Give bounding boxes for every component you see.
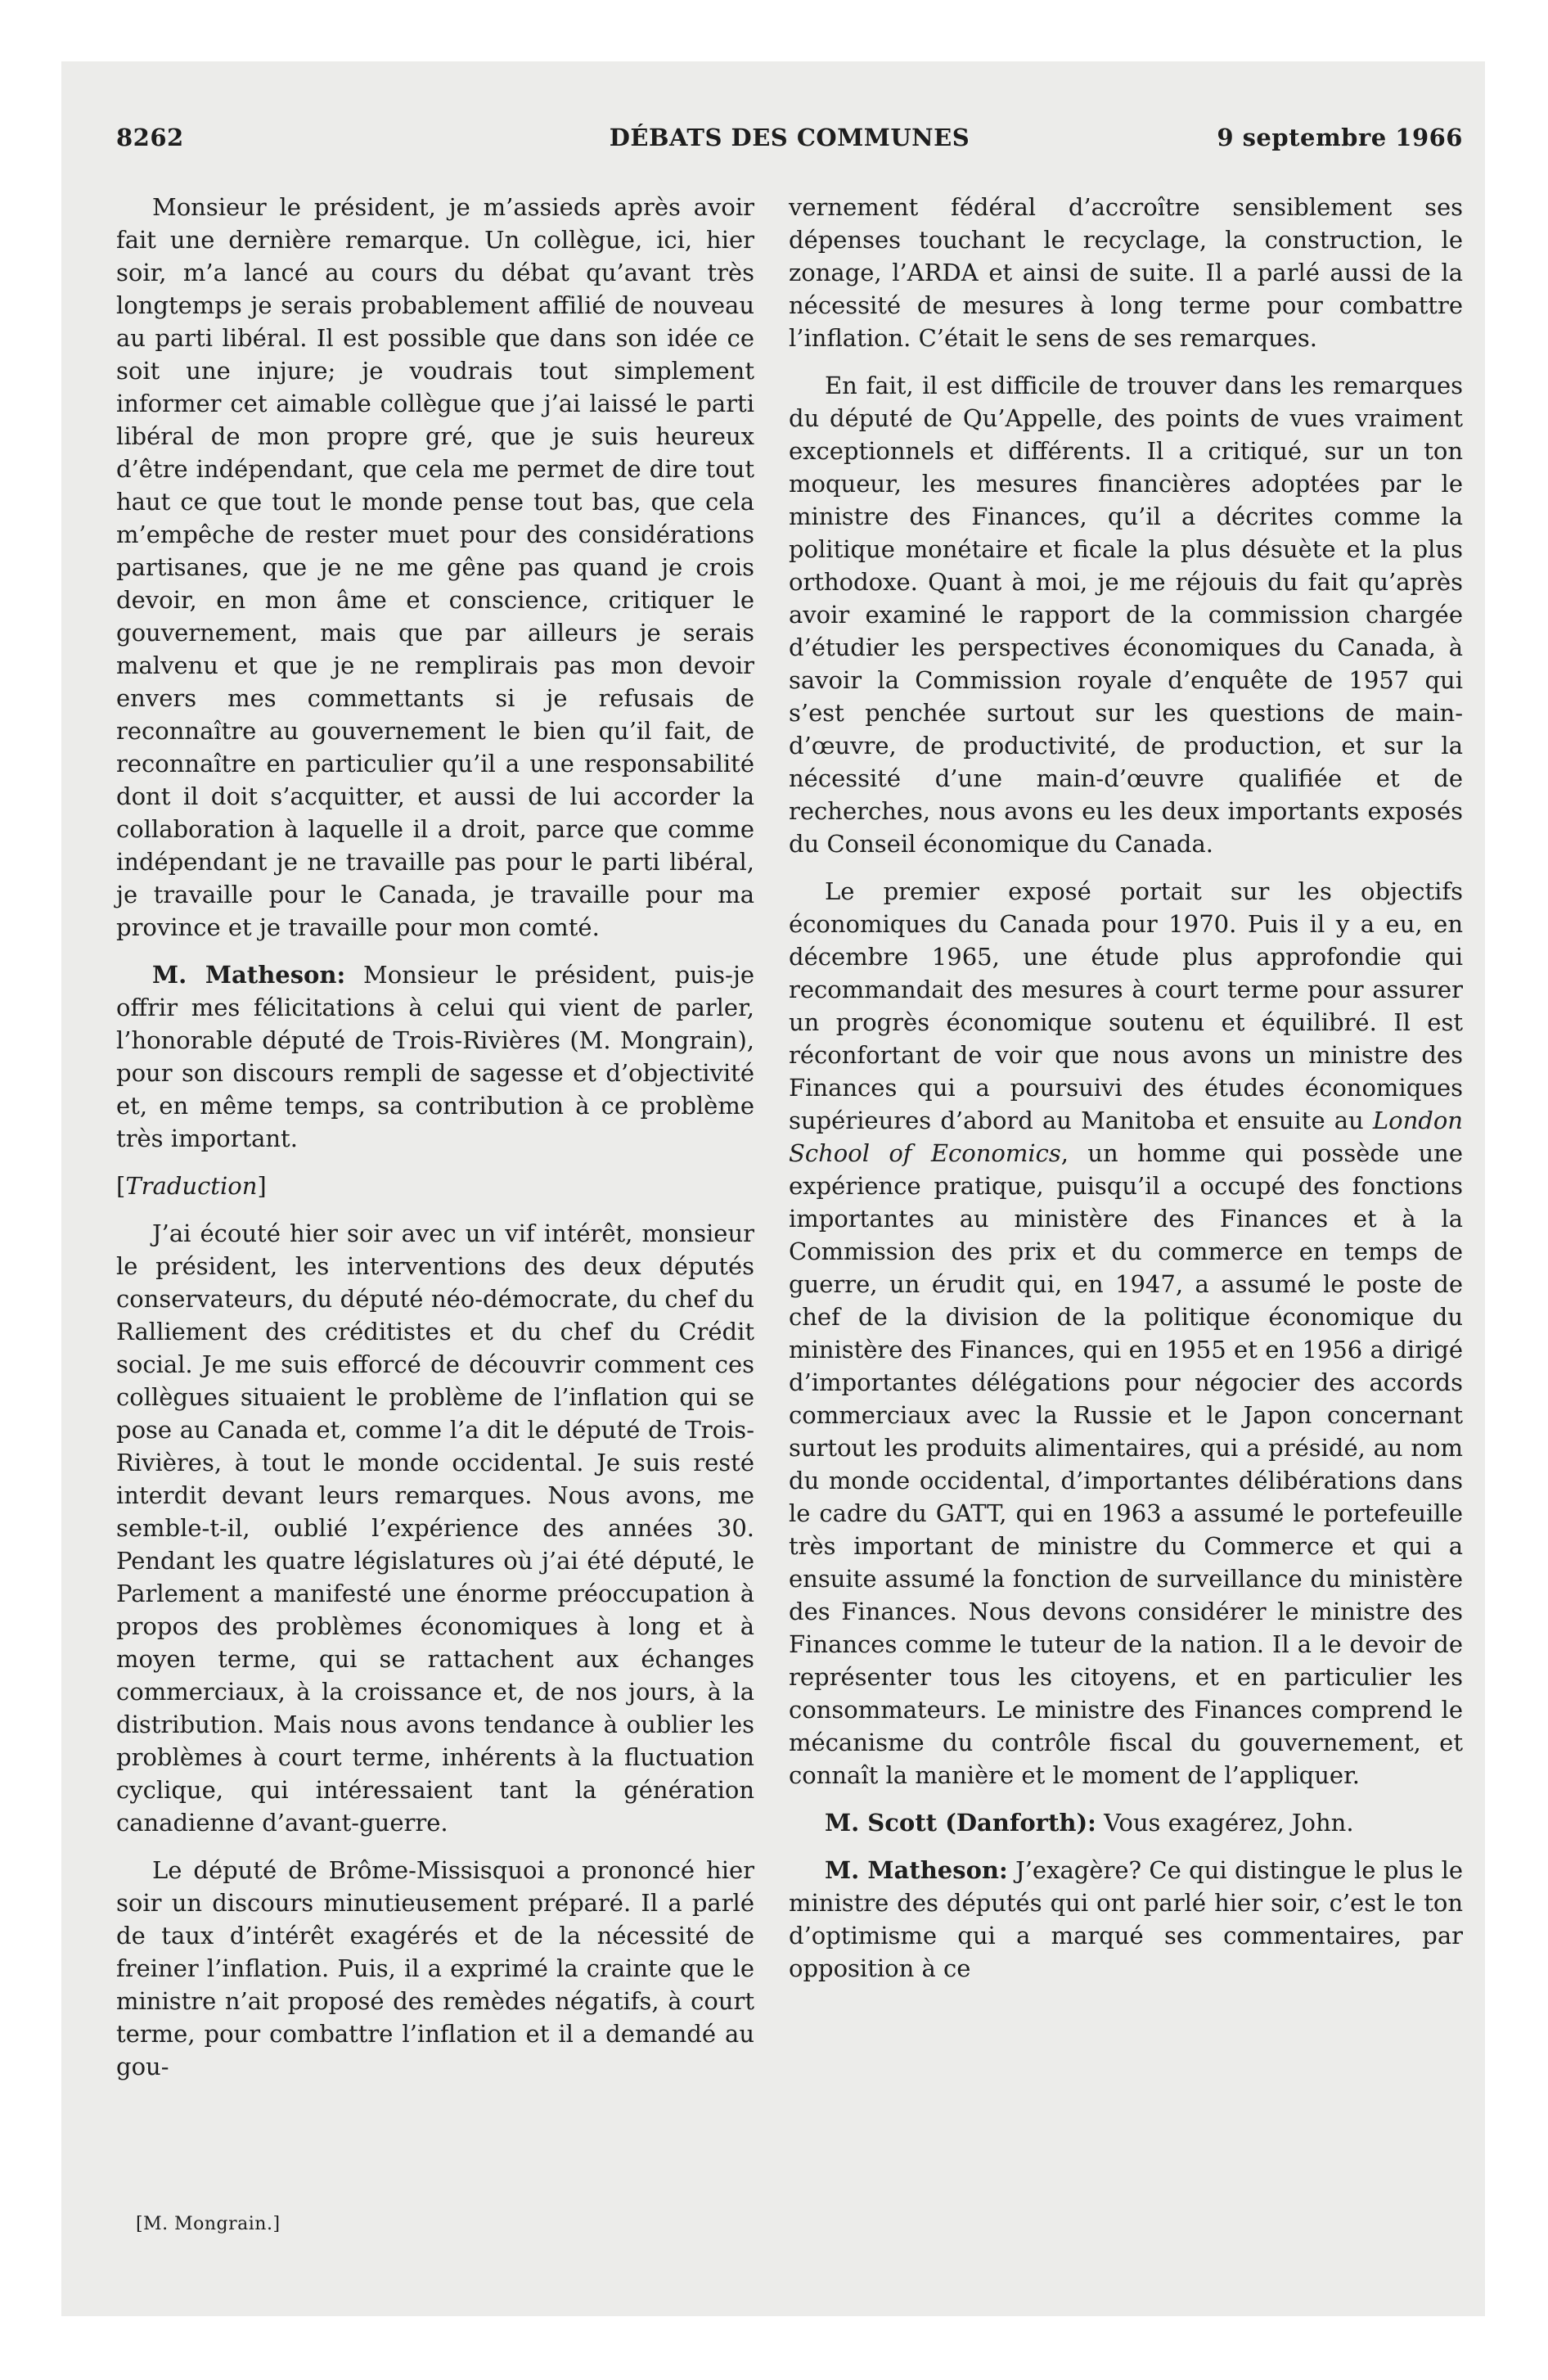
paragraph: En fait, il est difficile de trouver dans les remarques du député de Qu’Appelle, des points de vues vraiment exceptionnels et différents. Il a critiqué, sur un ton moqueur, les mesures financières adoptées par le ministre des Finances, qu’il a décrites comme la politique monétaire et ficale la plus désuète et la plus orthodoxe. Quant à moi, je me réjouis du fait qu’après avoir examiné le rapport de la commission chargée d’étudier les perspectives économiques du Canada, à savoir la Commission royale d’enquête de 1957 qui s’est penchée surtout sur les questions de main-d’œuvre, de productivité, de production, et sur la nécessité d’une main-d’œuvre qualifiée et de recherches, nous avons eu les deux importants exposés du Conseil économique du Canada. [789, 372, 1463, 858]
speaker-name: M. Matheson: [825, 1856, 1008, 1884]
translation-label: Traduction [125, 1172, 258, 1200]
paragraph [789, 875, 1463, 1792]
bracket-open: [ [116, 1172, 126, 1200]
speech-text: Monsieur le président, puis-je offrir mes félicitations à celui qui vient de parler, l’honorable député de Trois-Rivières (M. Mongrain), pour son discours rempli de sagesse et d’objectivité et, en même temps, sa contribution à ce problème très important. [116, 961, 754, 1152]
speaker-footnote: [M. Mongrain.] [136, 2214, 281, 2234]
paragraph-continued: vernement fédéral d’accroître sensiblement ses dépenses touchant le recyclage, la construction, le zonage, l’ARDA et ainsi de suite. Il a parlé aussi de la nécessité de mesures à long terme pour combattre l’inflation. C’était le sens de ses remarques. [789, 193, 1463, 352]
page-number: 8262 [116, 124, 184, 151]
paragraph: Monsieur le président, je m’assieds après avoir fait une dernière remarque. Un collègue, ici, hier soir, m’a lancé au cours du débat qu’avant très longtemps je serais probablement affilié de nouveau au parti libéral. Il est possible que dans son idée ce soit une injure; je voudrais tout simplement informer cet aimable collègue que j’ai laissé le parti libéral de mon propre gré, que je suis heureux d’être indépendant, que cela me permet de dire tout haut ce que tout le monde pense tout bas, que cela m’empêche de rester muet pour des considérations partisanes, que je ne me gêne pas quand je crois devoir, en mon âme et conscience, critiquer le gouvernement, mais que par ailleurs je serais malvenu et que je ne remplirais pas mon devoir envers mes commettants si je refusais de reconnaître au gouvernement le bien qu’il fait, de reconnaître en particulier qu’il a une responsabilité dont il doit s’acquitter, et aussi de lui accorder la collaboration à laquelle il a droit, parce que comme indépendant je ne travaille pas pour le parti libéral, je travaille pour le Canada, je travaille pour ma province et je travaille pour mon comté. [116, 193, 754, 941]
translation-marker [116, 1170, 754, 1202]
institution-name: London School of Economics [789, 1107, 1463, 1167]
speech-paragraph [789, 1854, 1463, 1985]
paragraph: J’ai écouté hier soir avec un vif intérêt, monsieur le président, les interventions des deux députés conservateurs, du député néo-démocrate, du chef du Ralliement des créditistes et du chef du Crédit social. Je me suis efforcé de découvrir comment ces collègues situaient le problème de l’inflation qui se pose au Canada et, comme l’a dit le député de Trois-Rivières, à tout le monde occidental. Je suis resté interdit devant leurs remarques. Nous avons, me semble-t-il, oublié l’expérience des années 30. Pendant les quatre législatures où j’ai été député, le Parlement a manifesté une énorme préoccupation à propos des problèmes économiques à long et à moyen terme, qui se rattachent aux échanges commerciaux, à la croissance et, de nos jours, à la distribution. Mais nous avons tendance à oublier les problèmes à court terme, inhérents à la fluctuation cyclique, qui intéressaient tant la génération canadienne d’avant-guerre. [116, 1219, 754, 1837]
publication-date: 9 septembre 1966 [1217, 124, 1463, 151]
paragraph-text: Le premier exposé portait sur les objectifs économiques du Canada pour 1970. Puis il y a eu, en décembre 1965, une étude plus approfondie qui recommandait des mesures à court terme pour assurer un progrès économique soutenu et équilibré. Il est réconfortant de voir que nous avons un ministre des Finances qui a poursuivi des études économiques supérieures d’abord au Manitoba et ensuite au [789, 877, 1463, 1134]
document-page [116, 119, 1463, 2263]
speech-paragraph [789, 1806, 1463, 1839]
page-header [116, 119, 1463, 156]
speech-paragraph [116, 958, 754, 1155]
publication-title: DÉBATS DES COMMUNES [609, 124, 970, 151]
speaker-name: M. Matheson: [152, 961, 346, 989]
right-column [789, 191, 1463, 1999]
paragraph-text: , un homme qui possède une expérience pratique, puisqu’il a occupé des fonctions importantes au ministère des Finances et à la Commission des prix et du commerce en temps de guerre, un érudit qui, en 1947, a assumé le poste de chef de la division de la politique économique du ministère des Finances, qui en 1955 et en 1956 a dirigé d’importantes délégations pour négocier des accords commerciaux avec la Russie et le Japon concernant surtout les produits alimentaires, qui a présidé, au nom du monde occidental, d’importantes délibérations dans le cadre du GATT, qui en 1963 a assumé le portefeuille très important de ministre du Commerce et qui a ensuite assumé la fonction de surveillance du ministère des Finances. Nous devons considérer le ministre des Finances comme le tuteur de la nation. Il a le devoir de représenter tous les citoyens, et en particulier les consommateurs. Le ministre des Finances comprend le mécanisme du contrôle fiscal du gouvernement, et connaît la manière et le moment de l’appliquer. [789, 1139, 1464, 1789]
speaker-name: M. Scott (Danforth): [825, 1809, 1096, 1837]
speech-text: Vous exagérez, John. [1104, 1809, 1354, 1837]
bracket-close: ] [257, 1172, 267, 1200]
left-column [116, 191, 754, 2098]
speech-text: J’exagère? Ce qui distingue le plus le ministre des députés qui ont parlé hier soir, c’est le ton d’optimisme qui a marqué ses commentaires, par opposition à ce [789, 1856, 1464, 1982]
paragraph: Le député de Brôme-Missisquoi a prononcé hier soir un discours minutieusement préparé. Il a parlé de taux d’intérêt exagérés et de la nécessité de freiner l’inflation. Puis, il a exprimé la crainte que le ministre n’ait proposé des remèdes négatifs, à court terme, pour combattre l’inflation et il a demandé au gou- [116, 1856, 754, 2080]
